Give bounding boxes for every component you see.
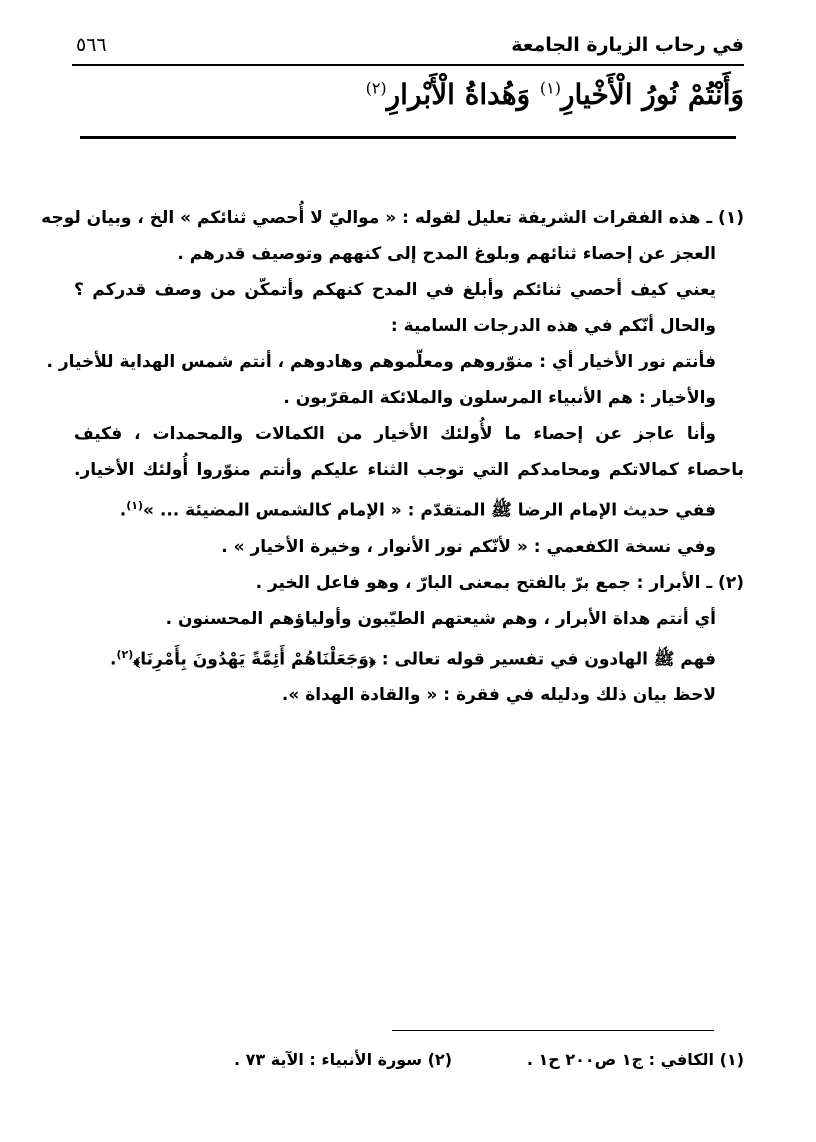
- commentary-line: [74, 488, 744, 529]
- quote-divider: [80, 136, 736, 139]
- quote-ref-1: (١): [539, 78, 561, 98]
- footnotes: [72, 1050, 744, 1080]
- quote-part-2: وَهُداةُ الْأَبْرارِ: [386, 78, 531, 111]
- commentary-text: ففي حديث الإمام الرضا ﷺ المتقدّم : « الإمام كالشمس المضيئة ... »: [142, 500, 716, 521]
- commentary-text: .: [109, 649, 117, 670]
- commentary-line: [74, 637, 744, 678]
- footnote-divider: [392, 1030, 714, 1031]
- commentary-line: وأنا عاجز عن إحصاء ما لأُولئك الأخيار من الكمالات والمحمدات ، فكيف: [74, 424, 716, 444]
- page-header: [72, 30, 744, 66]
- commentary-line: والحال أنّكم في هذه الدرجات السامية :: [390, 316, 716, 336]
- commentary-line: العجز عن إحصاء ثنائهم وبلوغ المدح إلى كنههم وتوصيف قدرهم .: [177, 244, 716, 264]
- quote-ref-2: (٢): [365, 78, 387, 98]
- commentary-line: وفي نسخة الكفعمي : « لأنّكم نور الأنوار ، وخيرة الأخيار » .: [221, 536, 716, 557]
- commentary-line: والأخيار : هم الأنبياء المرسلون والملائكة المقرّبون .: [283, 388, 716, 408]
- commentary-line: لاحظ بيان ذلك ودليله في فقرة : « والقادة الهداة ».: [281, 685, 716, 706]
- footnote-1: (١) الكافي : ج١ ص٢٠٠ ح١ .: [526, 1050, 744, 1069]
- footnote-ref: (٢): [116, 647, 134, 661]
- commentary-text: فهم ﷺ الهادون في تفسير قوله تعالى : ﴿وَجَعَلْنَاهُمْ أَئِمَّةً يَهْدُونَ بِأَمْرِنَا﴾: [133, 649, 716, 670]
- commentary: [41, 200, 744, 713]
- commentary-line: باحصاء كمالاتكم ومحامدكم التي توجب الثناء عليكم وأنتم منوّروا أُولئك الأخيار.: [74, 460, 744, 480]
- commentary-line: فأنتم نور الأخيار أي : منوّروهم ومعلّموهم وهادوهم ، أنتم شمس الهداية للأخيار .: [46, 352, 716, 372]
- quote-part-1: وَأَنْتُمْ نُورُ الْأَخْيارِ: [560, 78, 744, 111]
- ziyara-quote: [80, 78, 744, 111]
- footnote-ref: (١): [126, 499, 143, 512]
- commentary-line: (٢) ـ الأبرار : جمع برّ بالفتح بمعنى البارّ ، وهو فاعل الخير .: [255, 572, 744, 593]
- page-number: ٥٦٦: [76, 34, 107, 56]
- footnote-2: (٢) سورة الأنبياء : الآية ٧٣ .: [233, 1050, 452, 1069]
- commentary-text: .: [119, 500, 127, 521]
- commentary-line: يعني كيف أحصي ثنائكم وأبلغ في المدح كنهكم وأتمكّن من وصف قدركم ؟: [74, 280, 716, 300]
- commentary-line: أي أنتم هداة الأبرار ، وهم شيعتهم الطيّبون وأولياؤهم المحسنون .: [165, 608, 716, 629]
- running-title: في رحاب الزيارة الجامعة: [511, 34, 744, 56]
- commentary-line: (١) ـ هذه الفقرات الشريفة تعليل لقوله : « مواليّ لا أُحصي ثنائكم » الخ ، وبيان لوجه: [41, 208, 744, 228]
